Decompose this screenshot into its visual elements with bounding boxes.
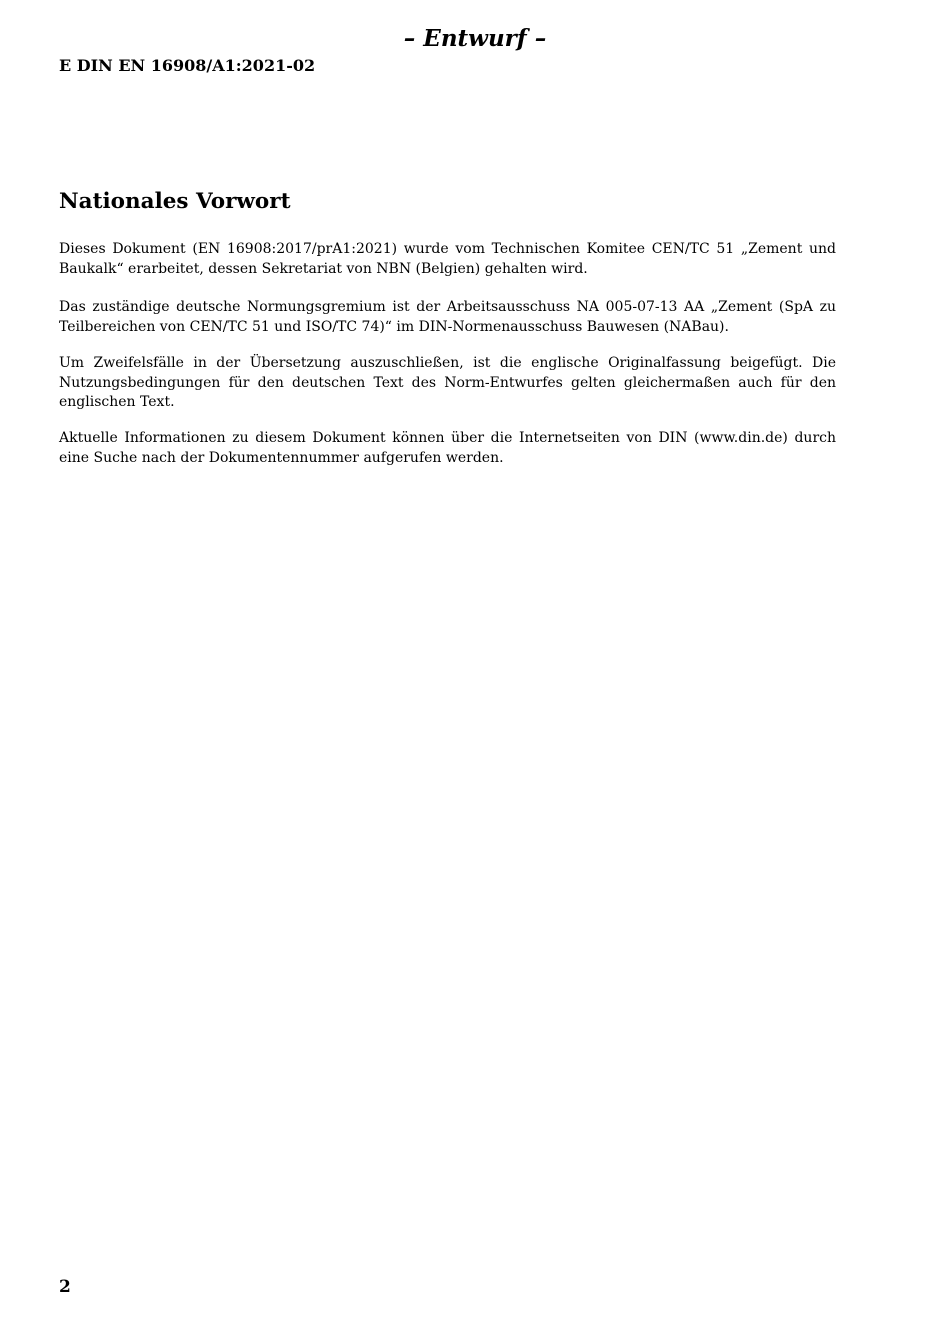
- paragraph-information-note: Aktuelle Informationen zu diesem Dokument können über die Internetseiten von DIN (www.din.de) durch eine Suche nach der Dokumentennummer aufgerufen werden.: [59, 430, 836, 466]
- page-number: 2: [59, 1277, 71, 1297]
- draft-watermark-title: – Entwurf –: [403, 25, 547, 52]
- paragraph-standards-committee: Das zuständige deutsche Normungsgremium ist der Arbeitsausschuss NA 005-07-13 AA „Zement (SpA zu Teilbereichen von CEN/TC 51 und ISO/TC 74)“ im DIN-Normenausschuss Bauwesen (NABau).: [59, 299, 836, 335]
- document-identifier: E DIN EN 16908/A1:2021-02: [59, 56, 316, 75]
- paragraph-translation-note: Um Zweifelsfälle in der Übersetzung auszuschließen, ist die englische Originalfassung beigefügt. Die Nutzungsbedingungen für den deutschen Text des Norm-Entwurfes gelten gleichermaßen auch für den englischen Text.: [59, 355, 836, 410]
- section-heading: Nationales Vorwort: [59, 189, 291, 214]
- paragraph-document-origin: Dieses Dokument (EN 16908:2017/prA1:2021) wurde vom Technischen Komitee CEN/TC 51 „Zement und Baukalk“ erarbeitet, dessen Sekretariat von NBN (Belgien) gehalten wird.: [59, 241, 836, 277]
